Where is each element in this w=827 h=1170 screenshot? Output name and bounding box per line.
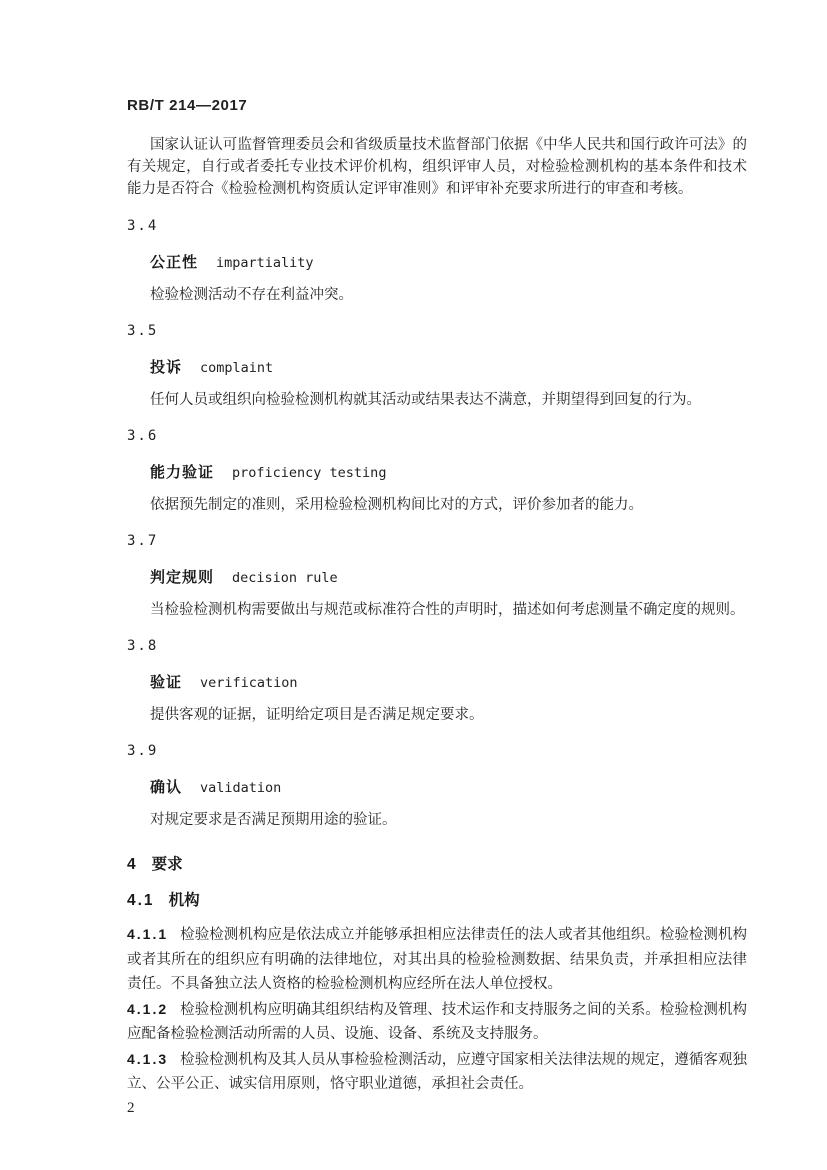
term-definition: 检验检测活动不存在利益冲突。 bbox=[150, 287, 353, 303]
term-number: 3.7 bbox=[127, 533, 159, 549]
intro-paragraph: 国家认证认可监督管理委员会和省级质量技术监督部门依据《中华人民共和国行政许可法》的有关规定，自行或者委托专业技术评价机构，组织评审人员，对检验检测机构的基本条件和技术能力是否符合《检验检测机构资质认定评审准则》和评审补充要求所进行的审查和考核。 bbox=[127, 137, 747, 197]
page-number: 2 bbox=[127, 1099, 135, 1116]
term-heading bbox=[127, 672, 747, 694]
term-definition: 当检验检测机构需要做出与规范或标准符合性的声明时，描述如何考虑测量不确定度的规则。 bbox=[150, 602, 745, 618]
clause-number: 4.1.3 bbox=[127, 1050, 169, 1067]
term-number: 3.6 bbox=[127, 428, 159, 444]
term-section-3-5 bbox=[127, 321, 747, 410]
term-zh-label: 判定规则 bbox=[150, 569, 215, 586]
term-en-label: verification bbox=[200, 675, 298, 691]
term-number: 3.8 bbox=[127, 638, 159, 654]
term-en-label: proficiency testing bbox=[232, 465, 387, 481]
clause-number: 4.1.1 bbox=[127, 926, 169, 942]
clause-text: 检验检测机构应明确其组织结构及管理、技术运作和支持服务之间的关系。检验检测机构应配备检验检测活动所需的人员、设施、设备、系统及支持服务。 bbox=[127, 1001, 747, 1042]
term-section-3-8 bbox=[127, 636, 747, 725]
term-heading bbox=[127, 462, 747, 484]
clause-text: 检验检测机构及其人员从事检验检测活动，应遵守国家相关法律法规的规定，遵循客观独立、公平公正、诚实信用原则，恪守职业道德，承担社会责任。 bbox=[127, 1051, 747, 1092]
term-en-label: decision rule bbox=[232, 570, 338, 586]
term-zh-label: 验证 bbox=[150, 674, 183, 691]
term-number: 3.5 bbox=[127, 323, 159, 339]
term-heading bbox=[127, 357, 747, 379]
term-zh-label: 能力验证 bbox=[150, 464, 215, 481]
clause-text: 检验检测机构应是依法成立并能够承担相应法律责任的法人或者其他组织。检验检测机构或者其所在的组织应有明确的法律地位，对其出具的检验检测数据、结果负责，并承担相应法律责任。不具备独立法人资格的检验检测机构应经所在法人单位授权。 bbox=[127, 927, 747, 992]
term-definition: 提供客观的证据，证明给定项目是否满足规定要求。 bbox=[150, 707, 484, 723]
term-definition: 依据预先制定的准则，采用检验检测机构间比对的方式，评价参加者的能力。 bbox=[150, 497, 643, 513]
term-zh-label: 投诉 bbox=[150, 359, 183, 376]
term-number: 3.4 bbox=[127, 218, 159, 234]
term-definition: 对规定要求是否满足预期用途的验证。 bbox=[150, 812, 397, 828]
term-en-label: validation bbox=[200, 780, 282, 796]
term-section-3-7 bbox=[127, 531, 747, 620]
section-4-1-heading bbox=[127, 890, 747, 912]
term-en-label: impartiality bbox=[216, 255, 314, 271]
chapter-title: 要求 bbox=[151, 856, 183, 873]
term-en-label: complaint bbox=[200, 360, 274, 376]
clause-4-1-1 bbox=[127, 922, 747, 997]
term-section-3-9 bbox=[127, 741, 747, 830]
term-heading bbox=[127, 252, 747, 274]
clause-4-1-2 bbox=[127, 997, 747, 1047]
term-section-3-4 bbox=[127, 216, 747, 305]
term-number: 3.9 bbox=[127, 743, 159, 759]
term-definition: 任何人员或组织向检验检测机构就其活动或结果表达不满意，并期望得到回复的行为。 bbox=[150, 392, 701, 408]
clause-number: 4.1.2 bbox=[127, 1000, 169, 1017]
term-zh-label: 公正性 bbox=[150, 254, 199, 271]
chapter-4-heading bbox=[127, 854, 747, 876]
chapter-number: 4 bbox=[127, 856, 138, 873]
term-heading bbox=[127, 567, 747, 589]
clause-4-1-3 bbox=[127, 1047, 747, 1097]
term-section-3-6 bbox=[127, 426, 747, 515]
section-number: 4.1 bbox=[127, 892, 155, 909]
term-zh-label: 确认 bbox=[150, 779, 183, 796]
section-title: 机构 bbox=[168, 892, 200, 909]
standard-number-header: RB/T 214—2017 bbox=[127, 97, 248, 114]
term-heading bbox=[127, 777, 747, 799]
